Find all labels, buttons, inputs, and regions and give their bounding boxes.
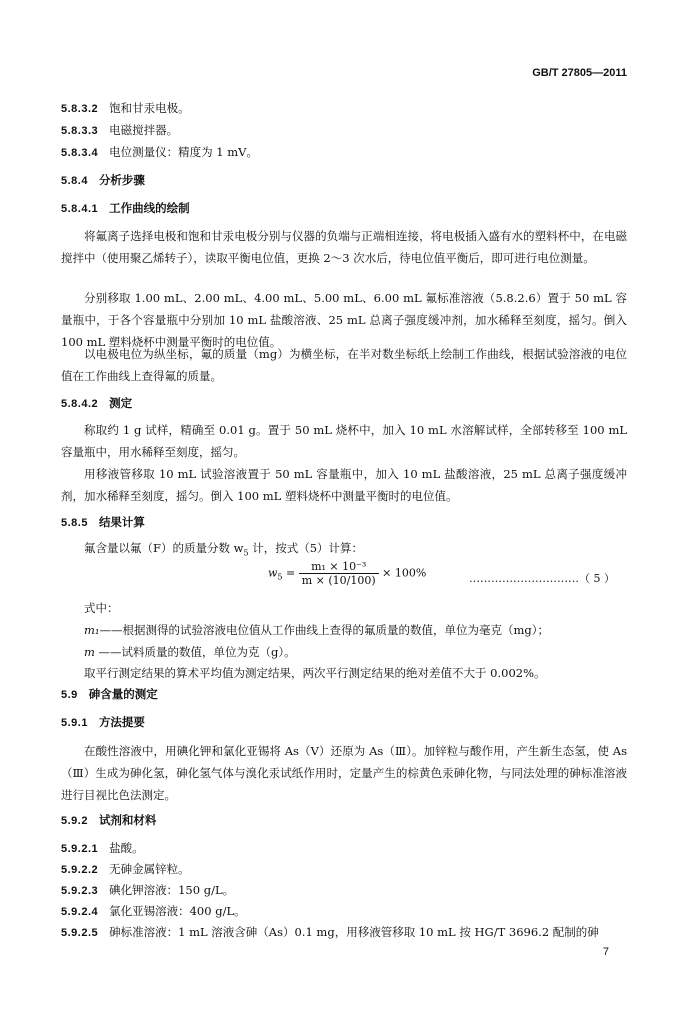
definition: m ——试料质量的数值，单位为克（g）。 [84, 645, 296, 659]
clause-text: 无砷金属锌粒。 [109, 862, 190, 876]
list-item [61, 861, 190, 878]
section-title: 砷含量的测定 [88, 687, 158, 701]
clause-text: 饱和甘汞电极。 [109, 101, 190, 115]
clause-number: 5.8.3.3 [61, 125, 99, 137]
formula-denominator: m × (10/100) [301, 574, 376, 587]
section-heading [61, 686, 158, 703]
clause-text: 电磁搅拌器。 [109, 123, 179, 137]
section-title: 方法提要 [98, 715, 145, 729]
definition: m₁——根据测得的试验溶液电位值从工作曲线上查得的氟质量的数值，单位为毫克（mg）； [84, 623, 550, 637]
section-heading [61, 395, 132, 412]
page-number: 7 [602, 946, 609, 958]
clause-text: 电位测量仪：精度为 1 mV。 [109, 145, 258, 159]
clause-number: 5.9.2.2 [61, 864, 99, 876]
list-item [61, 122, 178, 139]
section-title: 工作曲线的绘制 [109, 201, 190, 215]
result-note: 取平行测定结果的算术平均值为测定结果，两次平行测定结果的绝对差值不大于 0.002%。 [84, 666, 546, 680]
section-heading [61, 714, 145, 731]
formula-intro: 氟含量以氟（F）的质量分数 $w_5$ 计，按式（5）计算： [84, 541, 364, 558]
clause-text: 碘化钾溶液：150 g/L。 [109, 883, 235, 897]
section-title: 试剂和材料 [98, 813, 157, 827]
clause-number: 5.8.3.2 [61, 103, 99, 115]
clause-number: 5.9.2.4 [61, 906, 99, 918]
list-item [61, 903, 246, 920]
section-title: 测定 [109, 396, 133, 410]
section-title: 分析步骤 [98, 173, 145, 187]
list-item [61, 100, 190, 117]
section-number: 5.9.1 [61, 717, 88, 729]
section-number: 5.8.4 [61, 175, 88, 187]
section-number: 5.8.4.1 [61, 203, 99, 215]
clause-text: 氯化亚锡溶液：400 g/L。 [109, 904, 246, 918]
section-number: 5.9.2 [61, 815, 88, 827]
paragraph: 以电极电位为纵坐标，氟的质量（mg）为横坐标，在半对数坐标纸上绘制工作曲线，根据试验溶液的电位值在工作曲线上查得氟的质量。 [61, 347, 627, 383]
section-heading [61, 514, 145, 531]
section-number: 5.9 [61, 689, 78, 701]
formula-numerator: m₁ × 10⁻³ [299, 560, 379, 574]
formula-fraction [299, 560, 379, 587]
paragraph: 用移液管移取 10 mL 试验溶液置于 50 mL 容量瓶中，加入 10 mL 盐酸溶液，25 mL 总离子强度缓冲剂，加水稀释至刻度，摇匀。倒入 100 mL 塑料烧杯中测量平衡时的电位值。 [61, 467, 627, 503]
clause-number: 5.8.3.4 [61, 147, 99, 159]
paragraph: 称取约 1 g 试样，精确至 0.01 g。置于 50 mL 烧杯中，加入 10 mL 水溶解试样，全部转移至 100 mL 容量瓶中，用水稀释至刻度，摇匀。 [61, 423, 627, 459]
paragraph: 分别移取 1.00 mL、2.00 mL、4.00 mL、5.00 mL、6.00 mL 氟标准溶液（5.8.2.6）置于 50 mL 容量瓶中，于各个容量瓶中分别加 10 mL 盐酸溶液、25 mL 总离子强度缓冲剂，加水稀释至刻度，摇匀。倒入 100 mL 塑料烧杯中测量平衡时的电位值。 [61, 291, 627, 349]
list-item [61, 882, 234, 899]
paragraph: 将氟离子选择电极和饱和甘汞电极分别与仪器的负端与正端相连接，将电极插入盛有水的塑料杯中，在电磁搅拌中（使用聚乙烯转子），读取平衡电位值，更换 2～3 次水后，待电位值平衡后，即可进行电位测量。 [61, 229, 627, 265]
section-heading [61, 812, 156, 829]
document-code: GB/T 27805—2011 [532, 67, 627, 79]
section-heading [61, 200, 190, 217]
list-item [61, 144, 258, 161]
paragraph: 在酸性溶液中，用碘化钾和氯化亚锡将 As（Ⅴ）还原为 As（Ⅲ）。加锌粒与酸作用，产生新生态氢，使 As（Ⅲ）生成为砷化氢，砷化氢气体与溴化汞试纸作用时，定量产生的棕黄色汞砷化物，与同法处理的砷标准溶液进行目视比色法测定。 [61, 744, 627, 802]
clause-number: 5.9.2.1 [61, 843, 99, 855]
where-label: 式中： [84, 601, 119, 615]
clause-number: 5.9.2.5 [61, 927, 99, 939]
section-heading [61, 172, 145, 189]
list-item [61, 840, 144, 857]
section-number: 5.8.5 [61, 517, 88, 529]
section-number: 5.8.4.2 [61, 398, 99, 410]
clause-number: 5.9.2.3 [61, 885, 99, 897]
formula: $w_5$ = $\frac{\text{m₁ × 10⁻³}}{m \times (10/100)}$ × 100% [268, 560, 427, 587]
list-item [61, 924, 599, 941]
clause-text: 砷标准溶液：1 mL 溶液含砷（As）0.1 mg，用移液管移取 10 mL 按 HG/T 3696.2 配制的砷 [109, 925, 599, 939]
formula-label: …………………………（ 5 ） [469, 572, 615, 585]
section-title: 结果计算 [98, 515, 145, 529]
clause-text: 盐酸。 [109, 841, 144, 855]
